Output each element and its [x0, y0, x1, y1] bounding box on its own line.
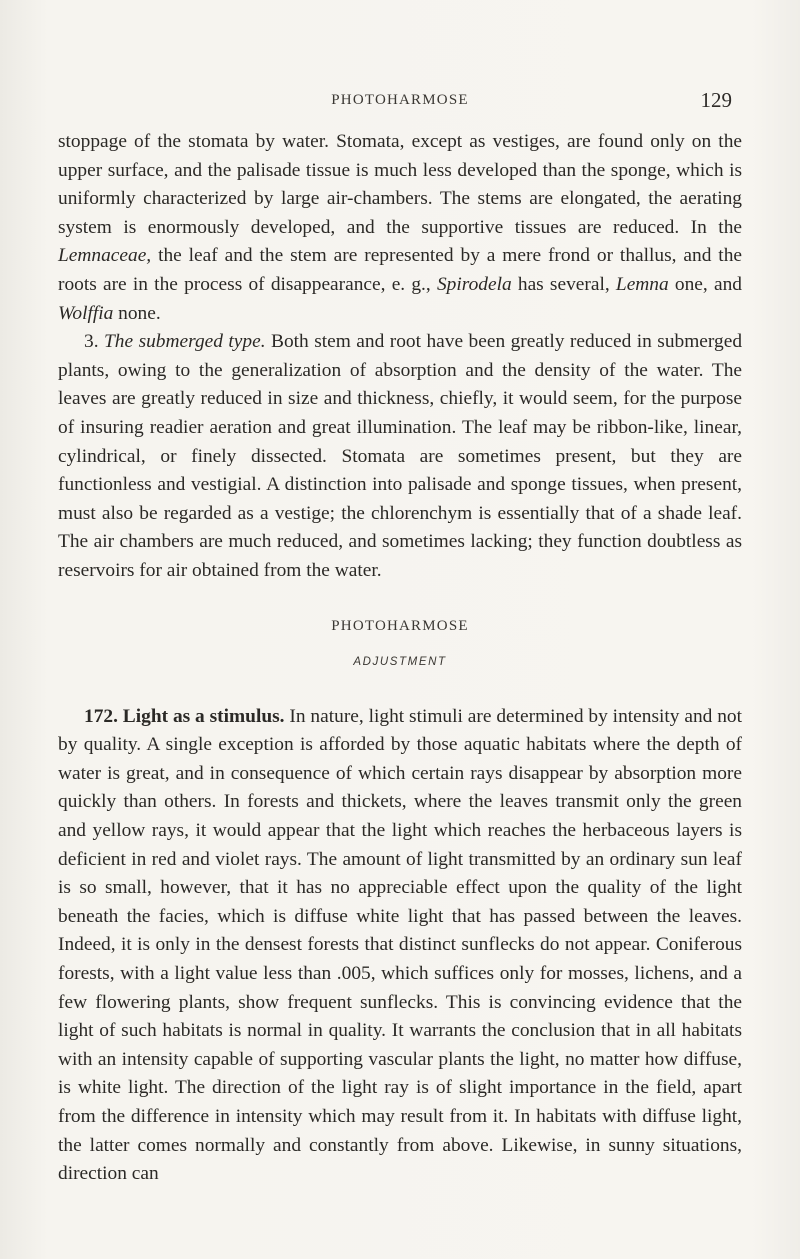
- paragraph-heading: 172. Light as a stimulus.: [84, 705, 285, 727]
- text-run: In nature, light stimuli are determined by intensity and not by quality. A single exception is afforded by those aquatic habitats where the depth of water is great, and in consequence of which certain rays disappear by absorption more quickly than others. In forests and thickets, where the leaves transmit only the green and yellow rays, it would appear that the light which reaches the herbaceous layers is deficient in red and violet rays. The amount of light transmitted by an ordinary sun leaf is so small, however, that it has no appreciable effect upon the quality of the light beneath the facies, which is diffuse white light that has passed between the leaves. Indeed, it is only in the densest forests that distinct sunflecks do not appear. Coniferous forests, with a light value less than .005, which suffices only for mosses, lichens, and a few flowering plants, show frequent sunflecks. This is convincing evidence that the light of such habitats is normal in quality. It warrants the conclusion that in all habitats with an intensity capable of supporting vascular plants the light, no matter how diffuse, is white light. The direction of the light ray is of slight importance in the field, apart from the difference in intensity which may result from it. In habitats with diffuse light, the latter comes normally and constantly from above. Likewise, in sunny situations, direction can: [58, 705, 742, 1185]
- paragraph-heading: The submerged type.: [104, 331, 266, 353]
- running-head: PHOTOHARMOSE: [331, 92, 469, 108]
- section-title: PHOTOHARMOSE: [331, 617, 469, 634]
- paragraph-continued: [58, 128, 742, 328]
- text-run: Both stem and root have been greatly reduced in submerged plants, owing to the generalization of absorption and the density of the water. The leaves are greatly reduced in size and thickness, chiefly, it would seem, for the purpose of insuring readier aeration and great illumination. The leaf may be ribbon-like, linear, cylindrical, or finely dissected. Stomata are sometimes present, but they are functionless and vestigial. A distinction into palisade and sponge tissues, when present, must also be regarded as a vestige; the chlorenchym is essentially that of a shade leaf. The air chambers are much reduced, and sometimes lacking; they function doubtless as reservoirs for air obtained from the water.: [58, 331, 743, 581]
- paragraph-submerged-type: [58, 328, 742, 585]
- text-run: the leaf and the stem are represented by a mere frond or thallus, and the roots are in the process of disappearance, e. g.,: [58, 245, 742, 295]
- page-body: [58, 128, 742, 1189]
- text-run: none.: [113, 302, 161, 324]
- section-subtitle: ADJUSTMENT: [353, 656, 447, 669]
- paragraph-light-stimulus: [58, 703, 742, 1189]
- list-number: 3.: [84, 331, 105, 353]
- taxon-name: Lemna: [615, 273, 669, 295]
- taxon-name: Spirodela: [436, 273, 512, 295]
- text-run: one, and: [668, 273, 742, 295]
- text-run: has several,: [511, 273, 616, 295]
- page-number: 129: [700, 88, 732, 112]
- taxon-name: Lemnaceae,: [58, 245, 152, 267]
- text-run: stoppage of the stomata by water. Stomata, except as vestiges, are found only on the upper surface, and the palisade tissue is much less developed than the sponge, which is uniformly characterized by large air-chambers. The stems are elongated, the aerating system is enormously developed, and the supportive tissues are reduced. In the: [58, 131, 742, 238]
- taxon-name: Wolffia: [58, 302, 114, 324]
